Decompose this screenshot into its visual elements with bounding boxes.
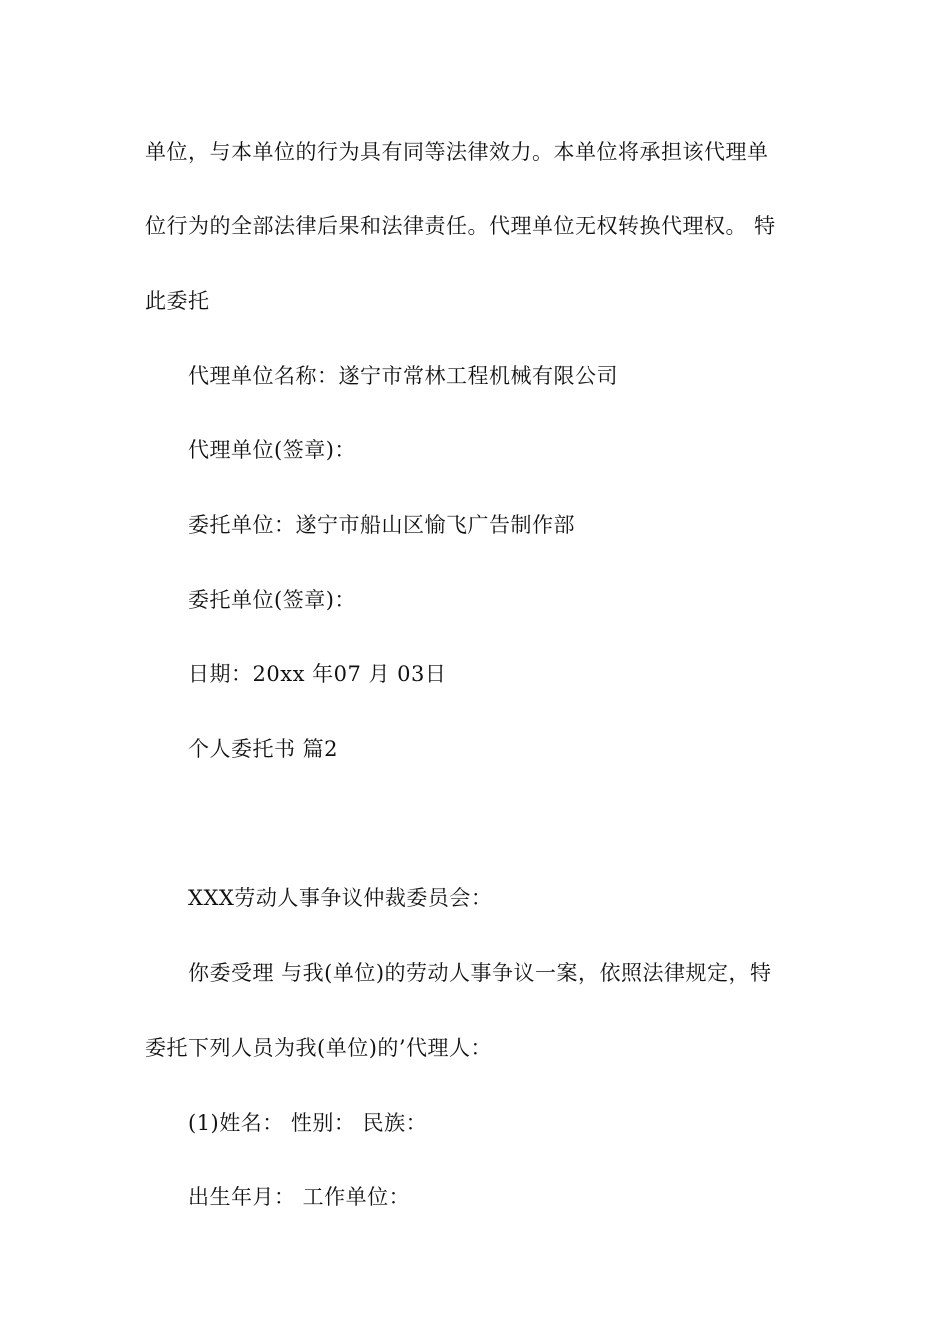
paragraph-line-3: 此委托 bbox=[145, 289, 210, 313]
paragraph-line-2: 位行为的全部法律后果和法律责任。代理单位无权转换代理权。 特 bbox=[145, 214, 776, 238]
agent-unit-seal: 代理单位(签章)： bbox=[188, 438, 356, 462]
principal-unit-seal: 委托单位(签章)： bbox=[188, 588, 356, 612]
section-heading: 个人委托书 篇2 bbox=[188, 737, 339, 761]
paragraph-line-1: 单位，与本单位的行为具有同等法律效力。本单位将承担该代理单 bbox=[145, 140, 769, 164]
principal-unit-name: 委托单位：遂宁市船山区愉飞广告制作部 bbox=[188, 513, 575, 537]
addressee-line: XXX劳动人事争议仲裁委员会： bbox=[188, 886, 493, 910]
date-line: 日期：20xx 年07 月 03日 bbox=[188, 662, 447, 686]
agent-unit-name: 代理单位名称：遂宁市常林工程机械有限公司 bbox=[188, 364, 618, 388]
body-line-1: 你委受理 与我(单位)的劳动人事争议一案，依照法律规定，特 bbox=[188, 961, 772, 985]
agent-name-fields: (1)姓名： 性别： 民族： bbox=[188, 1111, 428, 1135]
body-line-2: 委托下列人员为我(单位)的’代理人： bbox=[145, 1036, 493, 1060]
agent-birth-work-fields: 出生年月： 工作单位： bbox=[188, 1185, 411, 1209]
